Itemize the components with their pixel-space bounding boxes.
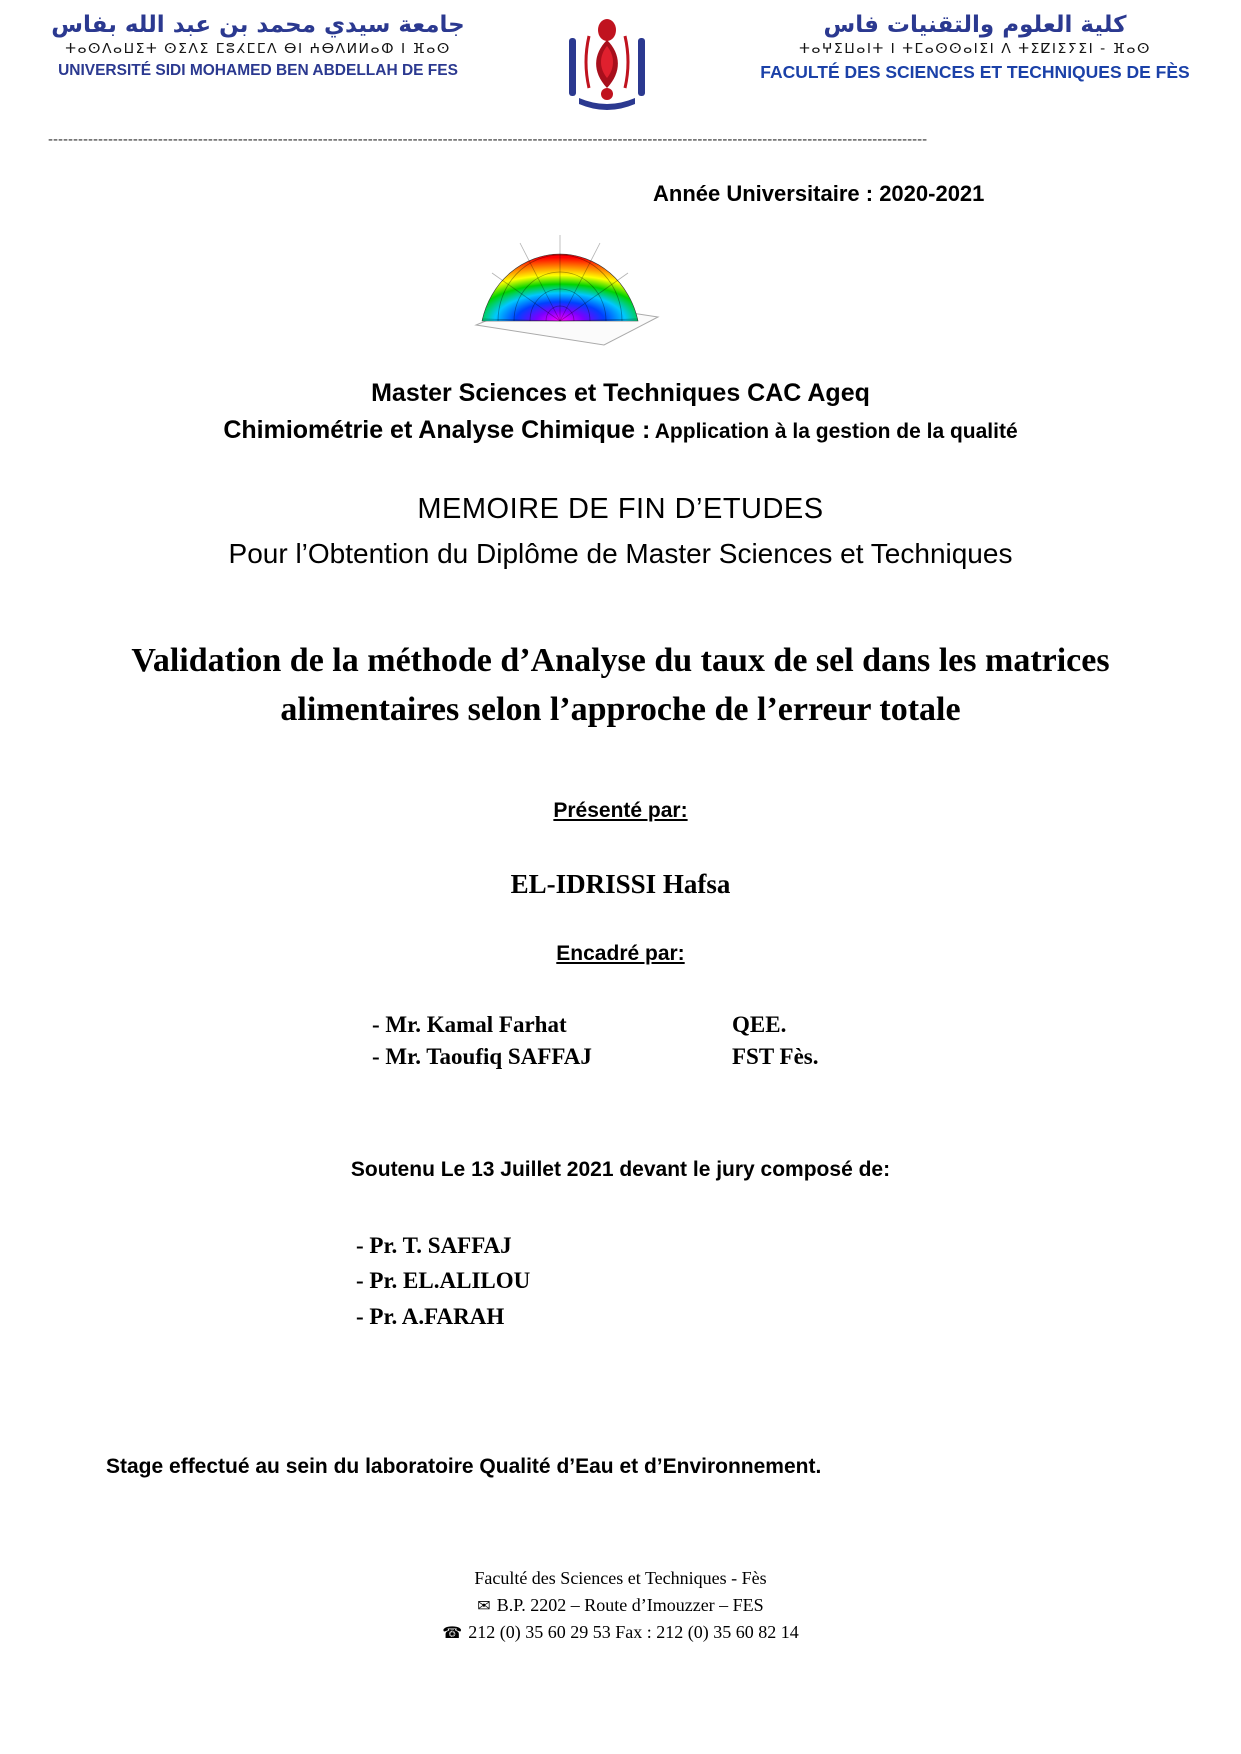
- page-header: [0, 0, 1241, 129]
- candidate-name: EL-IDRISSI Hafsa: [510, 868, 731, 899]
- academic-year: Année Universitaire : 2020-2021: [653, 181, 985, 206]
- supervisors-list: [372, 1012, 952, 1070]
- supervisor-name: - Mr. Kamal Farhat: [372, 1011, 567, 1037]
- faculty-name-latin: FACULTÉ DES SCIENCES ET TECHNIQUES DE FÈS: [760, 62, 1190, 82]
- footer-address-line: [0, 1592, 1241, 1619]
- defense-line: Soutenu Le 13 Juillet 2021 devant le jury composé de:: [350, 1157, 891, 1181]
- footer-faculty-line: Faculté des Sciences et Techniques - Fès: [474, 1567, 767, 1588]
- jury-list: [356, 1228, 530, 1335]
- university-name-latin: UNIVERSITÉ SIDI MOHAMED BEN ABDELLAH DE FES: [58, 62, 458, 79]
- supervisor-affiliation: QEE.: [732, 1011, 787, 1037]
- phone-icon: ☎: [442, 1622, 463, 1642]
- thesis-title: Validation de la méthode d’Analyse du taux de sel dans les matrices alimentaires selon l’approche de l’erreur totale: [131, 642, 1110, 729]
- surface-plot-image: [462, 215, 662, 355]
- footer-address-text: B.P. 2202 – Route d’Imouzzer – FES: [496, 1594, 764, 1615]
- header-divider: --------------------------------------------------------------------------------------------------------------------------------------------------------------------------------: [48, 131, 928, 148]
- surface-plot-graphic: [462, 215, 662, 350]
- faculty-name-tifinagh: ⵜⴰⵖⵉⵡⴰⵏⵜ ⵏ ⵜⵎⴰⵙⵙⴰⵏⵉⵏ ⴷ ⵜⵉⵇⵏⵉⵢⵉⵏ - ⴼⴰⵙ: [799, 41, 1151, 57]
- university-name-arabic: جامعة سيدي محمد بن عبد الله بفاس: [51, 12, 465, 38]
- internship-line: Stage effectué au sein du laboratoire Qualité d’Eau et d’Environnement.: [106, 1454, 822, 1478]
- university-emblem-graphic: [559, 14, 655, 124]
- footer-phone-text: 212 (0) 35 60 29 53 Fax : 212 (0) 35 60 82 14: [468, 1621, 799, 1642]
- jury-member: - Pr. EL.ALILOU: [356, 1268, 531, 1294]
- program-subtitle: [0, 416, 1241, 445]
- university-name-tifinagh: ⵜⴰⵙⴷⴰⵡⵉⵜ ⵙⵉⴷⵉ ⵎⵓⵃⵎⵎⴷ ⴱⵏ ⵄⴱⴷⵍⵍⴰⵀ ⵏ ⴼⴰⵙ: [65, 41, 451, 57]
- supervisor-row: [372, 1044, 952, 1070]
- faculty-name-arabic: كلية العلوم والتقنيات فاس: [823, 12, 1127, 38]
- header-university-block: [38, 12, 478, 80]
- footer-phone-line: [0, 1619, 1241, 1646]
- degree-line: MEMOIRE DE FIN D’ETUDES: [417, 493, 824, 525]
- program-title: Master Sciences et Techniques CAC Ageq: [371, 379, 870, 407]
- supervisor-affiliation: FST Fès.: [732, 1043, 819, 1069]
- supervisor-row: [372, 1012, 952, 1038]
- header-faculty-block: [735, 12, 1215, 83]
- mail-icon: ✉: [477, 1595, 491, 1615]
- supervised-by-heading: Encadré par:: [556, 941, 685, 965]
- program-subtitle-sub: Application à la gestion de la qualité: [654, 420, 1018, 443]
- supervisor-name: - Mr. Taoufiq SAFFAJ: [372, 1043, 592, 1069]
- university-logo: [559, 12, 655, 129]
- page-footer: [0, 1565, 1241, 1646]
- jury-member: - Pr. T. SAFFAJ: [356, 1232, 512, 1258]
- degree-purpose-line: Pour l’Obtention du Diplôme de Master Sciences et Techniques: [228, 538, 1013, 569]
- program-subtitle-main: Chimiométrie et Analyse Chimique :: [223, 416, 651, 444]
- presented-by-heading: Présenté par:: [553, 798, 688, 822]
- jury-member: - Pr. A.FARAH: [356, 1303, 505, 1329]
